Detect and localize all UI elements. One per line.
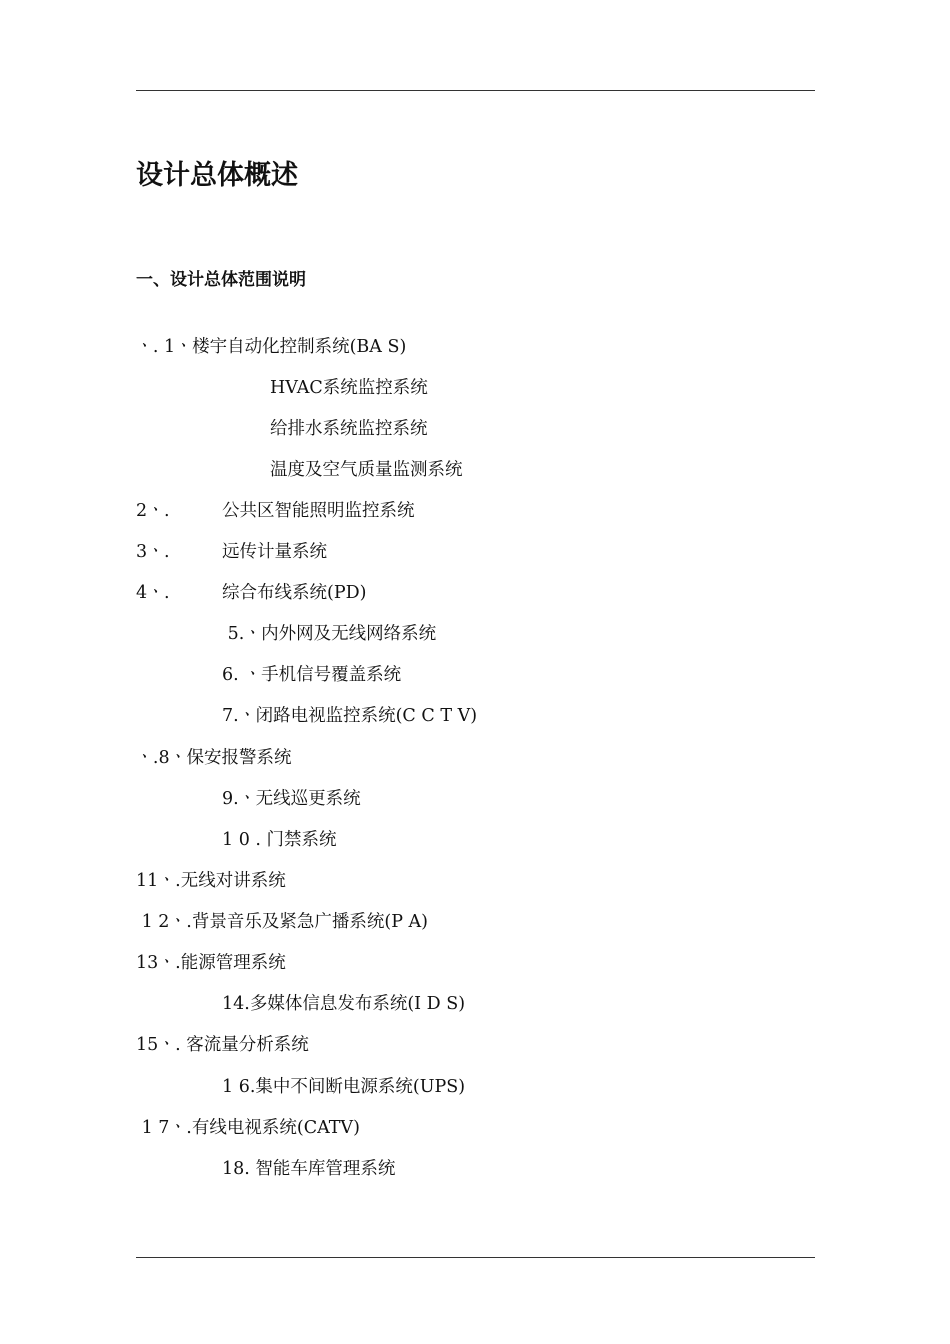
header-rule — [136, 90, 815, 91]
list-item-number: 2ㆍ. — [136, 501, 170, 521]
list-item — [136, 746, 292, 770]
list-item-text: ㆍ. 1ㆍ楼宇自动化控制系统(BA S) — [136, 337, 407, 357]
list-item-text: 11ㆍ.无线对讲系统 — [136, 871, 286, 891]
list-item — [222, 787, 361, 811]
list-item — [222, 622, 436, 646]
list-item — [136, 910, 428, 934]
list-item — [136, 540, 327, 564]
list-item-text: 13ㆍ.能源管理系统 — [136, 953, 286, 973]
list-item — [222, 1157, 395, 1181]
list-item — [136, 951, 286, 975]
list-item — [270, 417, 428, 441]
list-item — [270, 458, 463, 482]
list-item — [222, 1075, 465, 1099]
list-item-number: 3ㆍ. — [136, 542, 170, 562]
list-item — [270, 376, 428, 400]
list-item-text: 1 0 . 门禁系统 — [222, 830, 337, 850]
list-item-text: ㆍ.8ㆍ保安报警系统 — [136, 748, 292, 768]
list-item — [136, 1033, 309, 1057]
list-item-text: 温度及空气质量监测系统 — [270, 460, 463, 480]
list-item-text: 18. 智能车库管理系统 — [222, 1159, 396, 1179]
list-item — [222, 663, 401, 687]
list-item-text: 7.ㆍ闭路电视监控系统(C C T V) — [222, 706, 478, 726]
list-item-text: 给排水系统监控系统 — [270, 419, 428, 439]
list-item-text: 1 2ㆍ.背景音乐及紧急广播系统(P A) — [136, 912, 428, 932]
list-item — [222, 704, 477, 728]
list-item-text: 6. ㆍ手机信号覆盖系统 — [222, 665, 402, 685]
list-item-text: HVAC系统监控系统 — [270, 378, 428, 398]
list-item-text: 5.ㆍ内外网及无线网络系统 — [222, 624, 437, 644]
list-item — [222, 992, 465, 1016]
list-item — [136, 869, 286, 893]
list-item — [222, 828, 337, 852]
list-item-text: 14.多媒体信息发布系统(I D S) — [222, 994, 466, 1014]
list-item-text: 15ㆍ. 客流量分析系统 — [136, 1035, 309, 1055]
list-item — [136, 1116, 360, 1140]
list-item — [136, 499, 415, 523]
page-title: 设计总体概述 — [136, 160, 298, 191]
list-item-text: 远传计量系统 — [222, 542, 327, 562]
list-item-text: 1 6.集中不间断电源系统(UPS) — [222, 1077, 466, 1097]
list-item-text: 1 7ㆍ.有线电视系统(CATV) — [136, 1118, 360, 1138]
list-item-text: 9.ㆍ无线巡更系统 — [222, 789, 361, 809]
list-item — [136, 335, 406, 359]
section-heading: 一、设计总体范围说明 — [136, 270, 306, 290]
list-item — [136, 581, 366, 605]
footer-rule — [136, 1257, 815, 1258]
list-item-number: 4ㆍ. — [136, 583, 170, 603]
list-item-text: 公共区智能照明监控系统 — [222, 501, 415, 521]
list-item-text: 综合布线系统(PD) — [222, 583, 367, 603]
